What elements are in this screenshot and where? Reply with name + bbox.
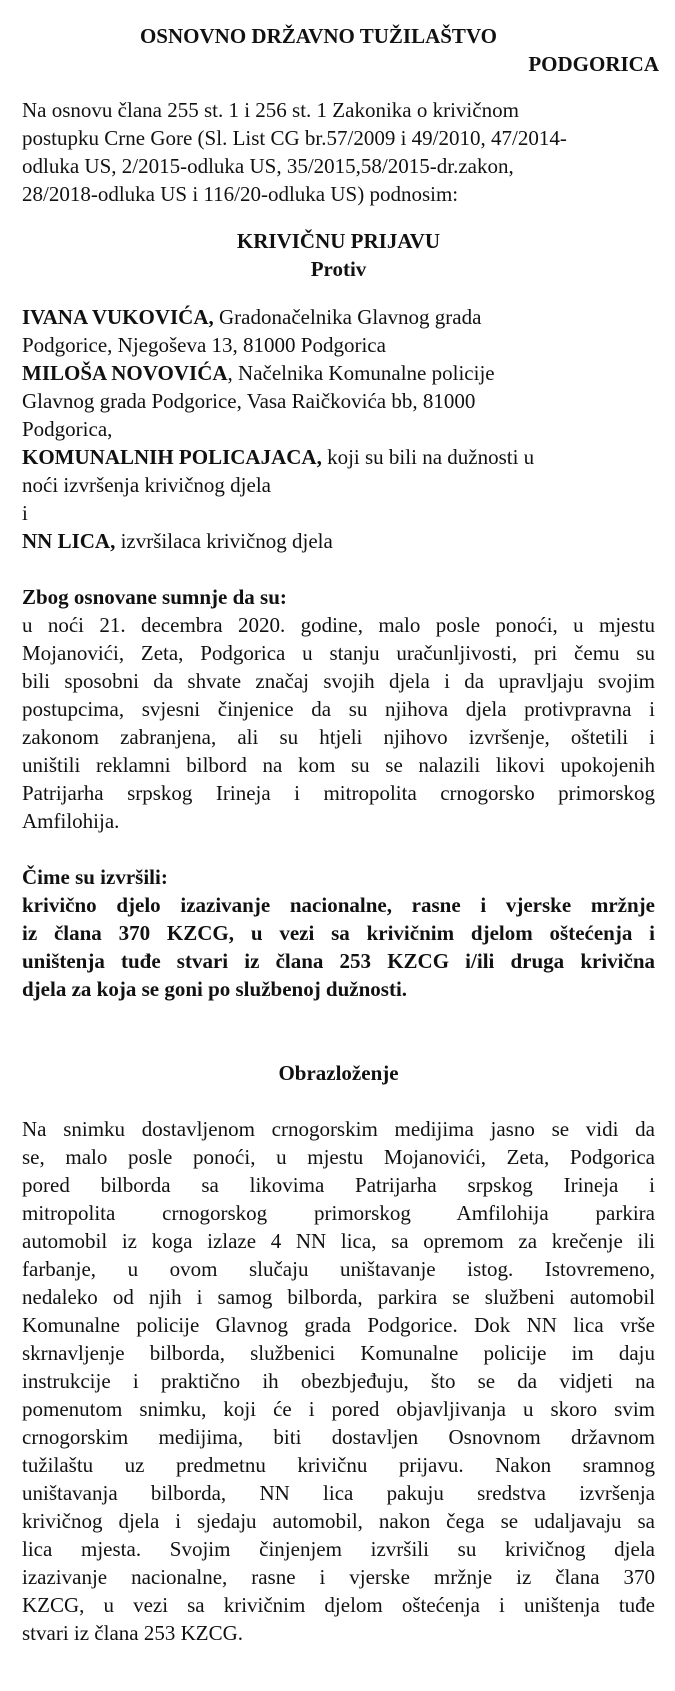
accused-description: Glavnog grada Podgorice, Vasa Raičkovića bb, 81000: [22, 389, 476, 413]
suspicion-line: bili sposobni da shvate značaj svojih djela i da upravljaju svojim: [22, 669, 655, 693]
title-sub: Protiv: [310, 257, 367, 281]
reasoning-line: stvari iz člana 253 KZCG.: [22, 1621, 244, 1645]
reasoning-line: uništavanja bilborda, NN lica pakuju sredstva izvršenja: [22, 1481, 655, 1505]
intro-line: odluka US, 2/2015-odluka US, 35/2015,58/2015-dr.zakon,: [22, 154, 514, 178]
title-main: KRIVIČNU PRIJAVU: [236, 229, 441, 253]
accused-description: Gradonačelnika Glavnog grada: [213, 305, 482, 329]
reasoning-line: izazivanje nacionalne, rasne i vjerske mržnje iz člana 370: [22, 1565, 655, 1589]
reasoning-line: se, malo posle ponoći, u mjestu Mojanovići, Zeta, Podgorica: [22, 1145, 655, 1169]
accused-name: IVANA VUKOVIĆA,: [22, 305, 214, 329]
intro-line: 28/2018-odluka US i 116/20-odluka US) podnosim:: [22, 182, 459, 206]
intro-paragraph: [22, 96, 655, 208]
accused-description: koji su bili na dužnosti u: [321, 445, 535, 469]
accused-entry: [22, 443, 655, 471]
accused-entry: [22, 527, 655, 555]
accused-entry: [22, 359, 655, 387]
reasoning-line: pored bilborda sa likovima Patrijarha srpskog Irineja i: [22, 1173, 655, 1197]
office-name: OSNOVNO DRŽAVNO TUŽILAŠTVO: [139, 24, 498, 48]
accused-description: , Načelnika Komunalne policije: [227, 361, 495, 385]
office-city: PODGORICA: [528, 52, 659, 76]
suspicion-line: Amfilohija.: [22, 809, 120, 833]
accused-description: Podgorice, Njegoševa 13, 81000 Podgorica: [22, 333, 386, 357]
reasoning-line: crnogorskim medijima, biti dostavljen Osnovnom državnom: [22, 1425, 655, 1449]
reasoning-paragraph: [22, 1115, 655, 1647]
suspicion-line: zakonom zabranjena, ali su htjeli njihovo izvršenje, oštetili i: [22, 725, 655, 749]
reasoning-line: Komunalne policije Glavnog grada Podgorice. Dok NN lica vrše: [22, 1313, 655, 1337]
offence-line: krivično djelo izazivanje nacionalne, rasne i vjerske mržnje: [22, 893, 655, 917]
accused-list: [22, 303, 655, 555]
offence-heading: Čime su izvršili:: [22, 865, 168, 889]
accused-name: NN LICA,: [22, 529, 116, 553]
reasoning-heading: Obrazloženje: [278, 1061, 399, 1085]
suspicion-section: [22, 583, 655, 835]
reasoning-line: Na snimku dostavljenom crnogorskim medijima jasno se vidi da: [22, 1117, 655, 1141]
reasoning-line: krivičnog djela i sjedaju automobil, nakon čega se udaljavaju sa: [22, 1509, 655, 1533]
reasoning-line: automobil iz koga izlaze 4 NN lica, sa opremom za krečenje ili: [22, 1229, 655, 1253]
accused-description: izvršilaca krivičnog djela: [115, 529, 333, 553]
document-title: [22, 227, 655, 283]
suspicion-heading: Zbog osnovane sumnje da su:: [22, 585, 287, 609]
offence-line: djela za koja se goni po službenoj dužnosti.: [22, 977, 408, 1001]
reasoning-line: instrukcije i praktično ih obezbjeđuju, što se da vidjeti na: [22, 1369, 655, 1393]
offence-line: uništenja tuđe stvari iz člana 253 KZCG i/ili druga krivična: [22, 949, 655, 973]
suspicion-line: Mojanovići, Zeta, Podgorica u stanju uračunljivosti, pri čemu su: [22, 641, 655, 665]
accused-description: Podgorica,: [22, 417, 113, 441]
suspicion-line: Patrijarha srpskog Irineja i mitropolita crnogorsko primorskog: [22, 781, 655, 805]
intro-line: postupku Crne Gore (Sl. List CG br.57/2009 i 49/2010, 47/2014-: [22, 126, 567, 150]
suspicion-line: uništili reklamni bilbord na kom su se nalazili likovi upokojenih: [22, 753, 655, 777]
accused-entry: [22, 303, 655, 331]
reasoning-line: KZCG, u vezi sa krivičnim djelom oštećenja i uništenja tuđe: [22, 1593, 655, 1617]
suspicion-line: postupcima, svjesni činjenice da su njihova djela protivpravna i: [22, 697, 655, 721]
accused-name: MILOŠA NOVOVIĆA: [22, 361, 228, 385]
offence-section: [22, 863, 655, 1003]
reasoning-line: nedaleko od njih i samog bilborda, parkira se službeni automobil: [22, 1285, 655, 1309]
reasoning-line: farbanje, u ovom slučaju uništavanje istog. Istovremeno,: [22, 1257, 655, 1281]
reasoning-line: tužilaštu uz predmetnu krivičnu prijavu. Nakon sramnog: [22, 1453, 655, 1477]
reasoning-line: skrnavljenje bilborda, službenici Komunalne policije im daju: [22, 1341, 655, 1365]
reasoning-line: lica mjesta. Svojim činjenjem izvršili su krivičnog djela: [22, 1537, 655, 1561]
intro-line: Na osnovu člana 255 st. 1 i 256 st. 1 Zakonika o krivičnom: [22, 98, 519, 122]
accused-name: KOMUNALNIH POLICAJACA,: [22, 445, 322, 469]
accused-description: noći izvršenja krivičnog djela: [22, 473, 271, 497]
accused-conjunction: i: [22, 501, 28, 525]
reasoning-line: mitropolita crnogorskog primorskog Amfilohija parkira: [22, 1201, 655, 1225]
offence-line: iz člana 370 KZCG, u vezi sa krivičnim djelom oštećenja i: [22, 921, 655, 945]
reasoning-line: pomenutom snimku, koji će i pored objavljivanja u skoro svim: [22, 1397, 655, 1421]
suspicion-line: u noći 21. decembra 2020. godine, malo posle ponoći, u mjestu: [22, 613, 655, 637]
document-header: [22, 22, 659, 78]
